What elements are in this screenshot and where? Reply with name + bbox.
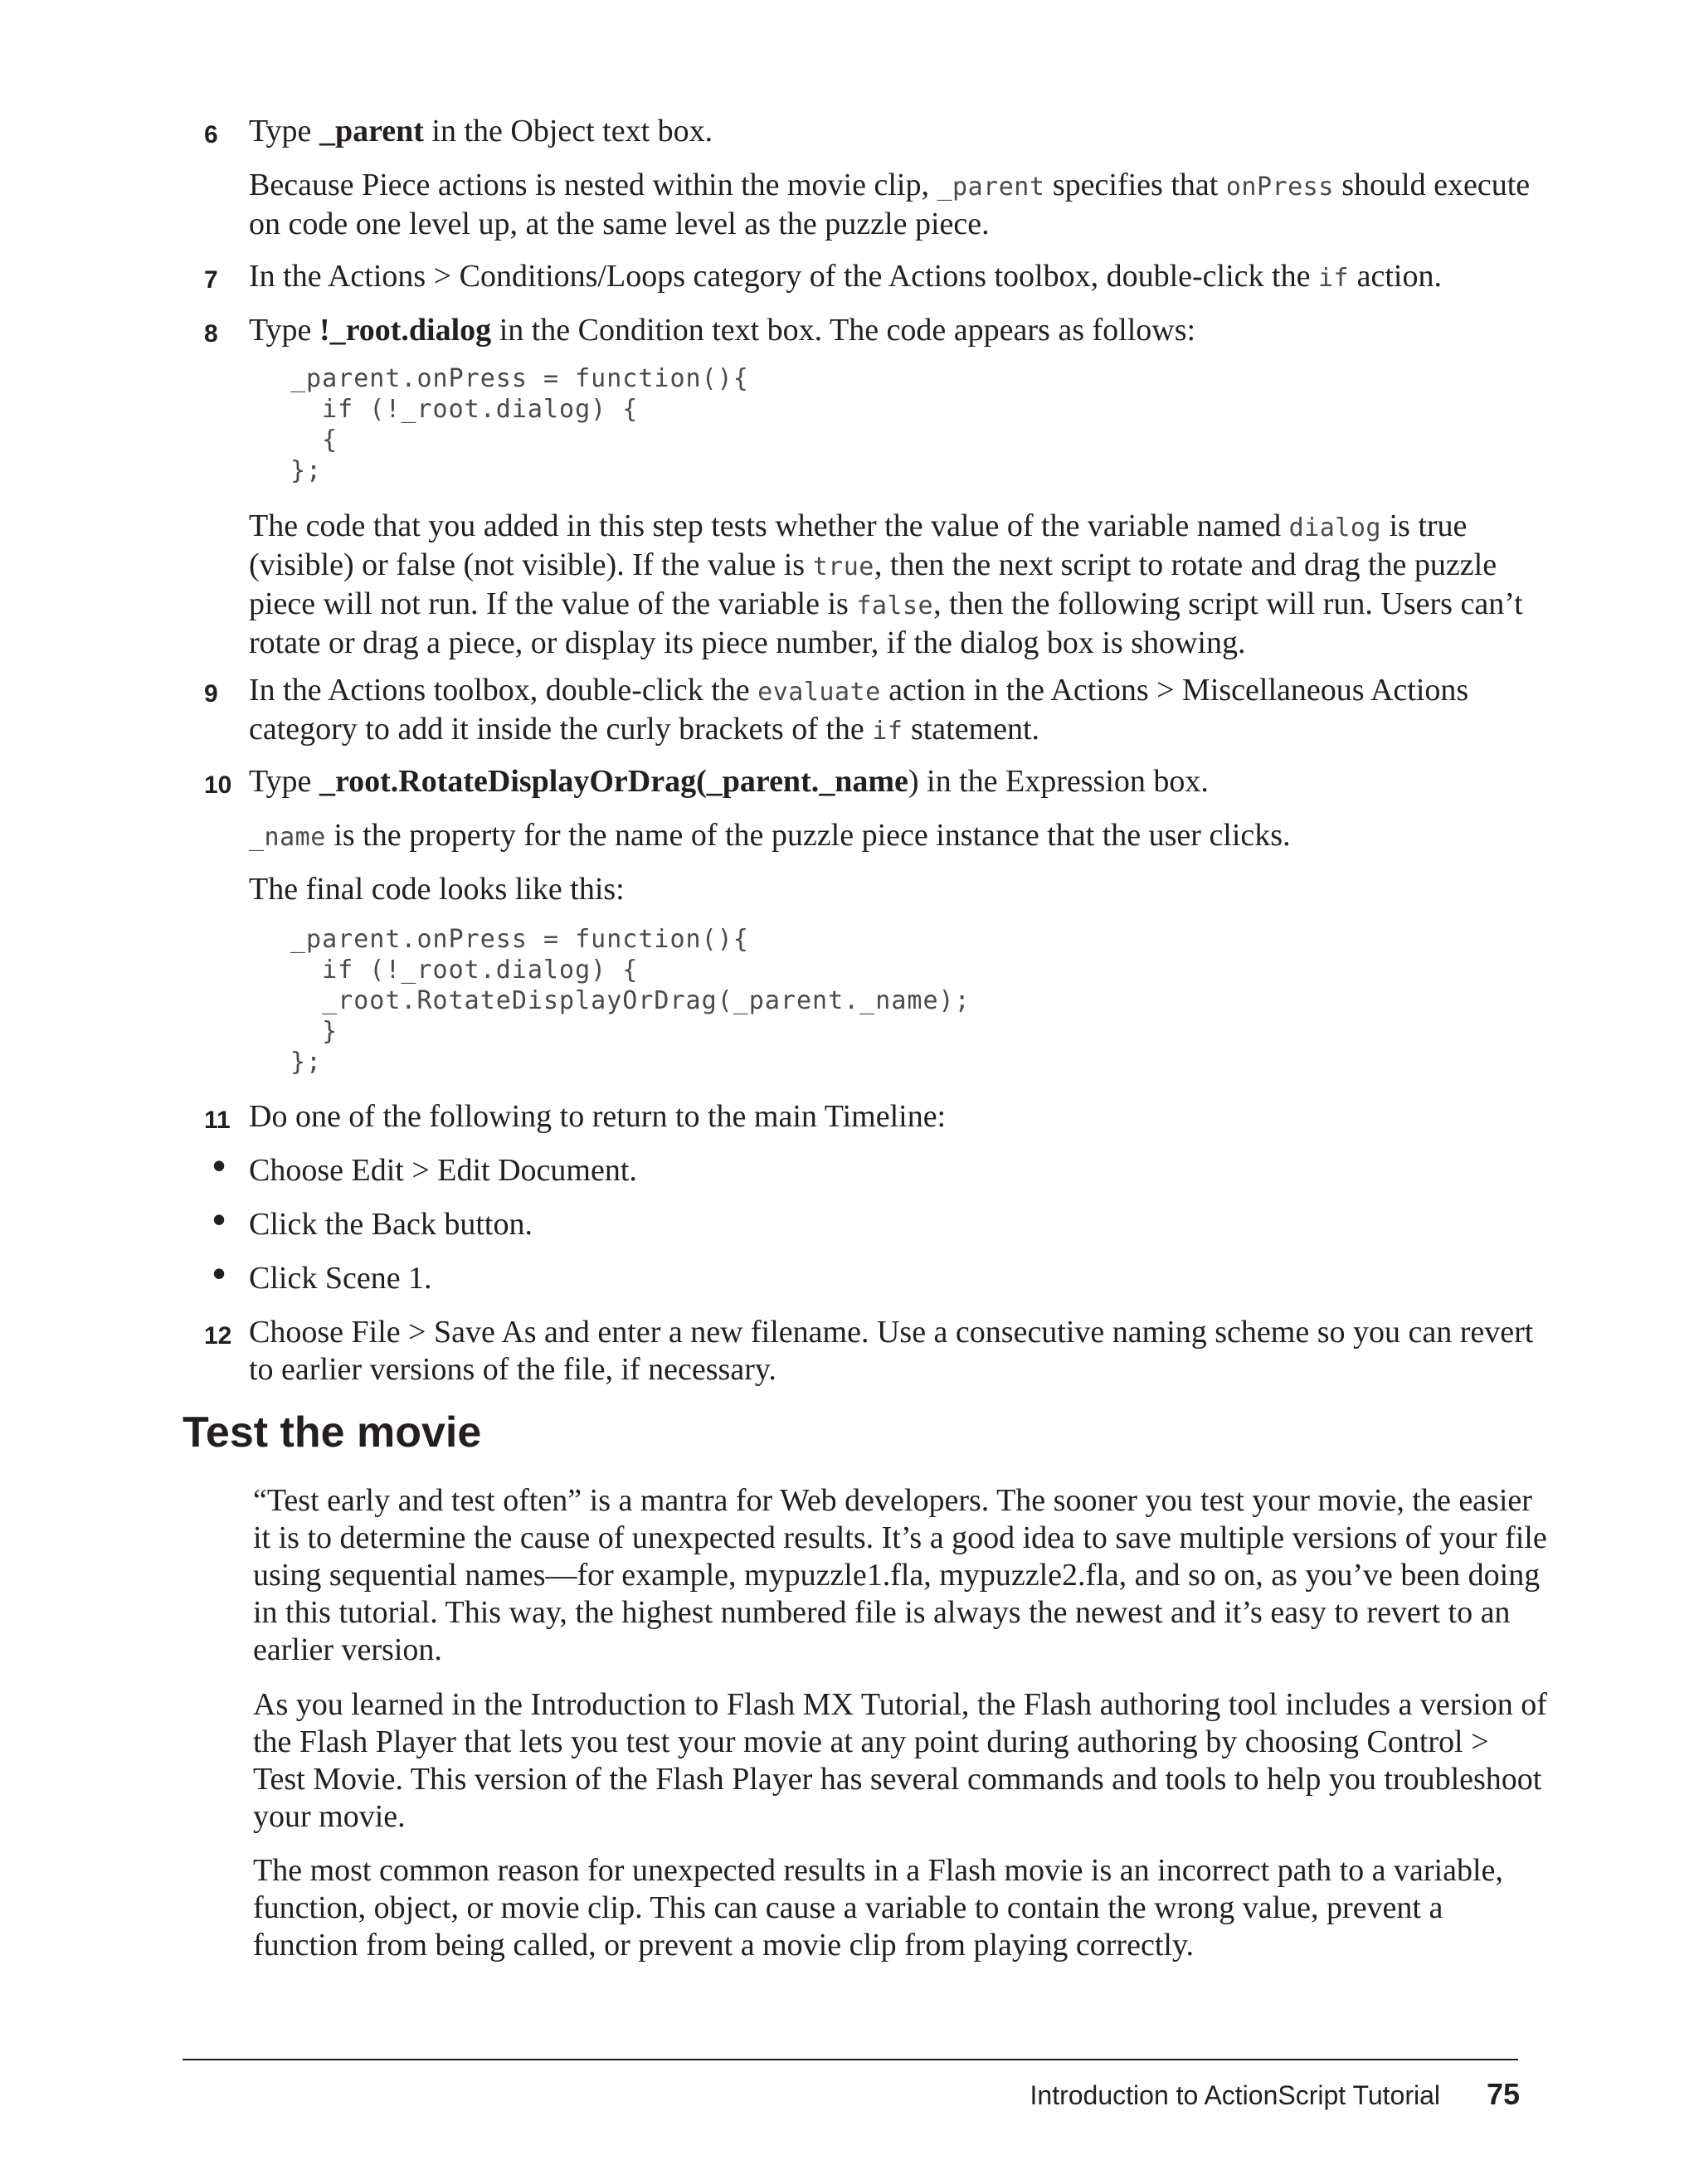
step-number: 8 xyxy=(204,320,218,348)
expl-text: The code that you added in this step tests whether the value of the variable named xyxy=(249,508,1289,543)
expl-text: should execute on code one level up, at the same level as the puzzle piece. xyxy=(249,168,1531,241)
step-number: 11 xyxy=(204,1107,231,1134)
bullet-text: Click Scene 1. xyxy=(249,1261,432,1296)
inline-code: false xyxy=(856,591,934,620)
step-text-end: action. xyxy=(1349,259,1442,294)
step-9 xyxy=(204,672,1543,750)
bullet-icon: • xyxy=(212,1252,226,1295)
step-bold: _root.RotateDisplayOrDrag(_parent._name xyxy=(319,764,908,799)
paragraph-1: “Test early and test often” is a mantra for Web developers. The sooner you test your movie, the easier it is to determine the cause of unexpected results. It’s a good idea to save multiple versions of your file using sequential names—for example, mypuzzle1.fla, mypuzzle2.fla, and so on, as you’ve been doing in this tutorial. This way, the highest numbered file is always the newest and it’s easy to revert to an earlier version. xyxy=(253,1483,1547,1667)
section-heading: Test the movie xyxy=(183,1408,482,1457)
bullet-item xyxy=(212,1198,1543,1243)
expl-text: specifies that xyxy=(1044,168,1226,202)
step-8 xyxy=(204,312,1543,349)
inline-code: _parent xyxy=(937,173,1045,202)
inline-code: if xyxy=(1317,264,1350,293)
step-text: action in the Actions > Miscellaneous Actions category to add it inside the curly brackets of the xyxy=(249,673,1469,747)
inline-code: dialog xyxy=(1288,513,1381,542)
footer-title: Introduction to ActionScript Tutorial xyxy=(1030,2080,1440,2110)
footer-rule xyxy=(183,2059,1518,2060)
code-block-2: _parent.onPress = function(){ if (!_root.dialog) { _root.RotateDisplayOrDrag(_parent._name); } }; xyxy=(290,925,971,1077)
bullet-item xyxy=(212,1144,1543,1189)
step-6-explanation xyxy=(249,167,1543,243)
step-10 xyxy=(204,763,1543,800)
bullet-text: Choose Edit > Edit Document. xyxy=(249,1153,637,1188)
step-text: In the Actions > Conditions/Loops category of the Actions toolbox, double-click the xyxy=(249,259,1318,294)
step-number: 7 xyxy=(204,266,218,294)
expl-text: is true (visible) or false (not visible). If the value is xyxy=(249,508,1468,582)
step-text: Type xyxy=(249,764,319,799)
step-text: In the Actions toolbox, double-click the xyxy=(249,673,758,708)
expl-text: is the property for the name of the puzzle piece instance that the user clicks. xyxy=(325,818,1291,853)
expl-text: , then the following script will run. Users can’t rotate or drag a piece, or display its piece number, if the dialog box is showing. xyxy=(249,586,1523,660)
expl-text: Because Piece actions is nested within the movie clip, xyxy=(249,168,937,202)
step-number: 6 xyxy=(204,121,218,148)
step-text-end: in the Object text box. xyxy=(423,114,713,148)
step-11 xyxy=(204,1098,1543,1136)
paragraph-2: As you learned in the Introduction to Flash MX Tutorial, the Flash authoring tool includes a version of the Flash Player that lets you test your movie at any point during authoring by choosing Control > Test Movie. This version of the Flash Player has several commands and tools to help you troubleshoot your movie. xyxy=(253,1687,1547,1834)
step-7 xyxy=(204,258,1543,297)
inline-code: _name xyxy=(249,823,326,852)
step-number: 12 xyxy=(204,1322,232,1350)
step-text: Type xyxy=(249,313,319,348)
step-text-end: ) in the Expression box. xyxy=(908,764,1209,799)
step-number: 10 xyxy=(204,771,232,799)
inline-code: if xyxy=(872,717,903,746)
step-10-name-note xyxy=(249,817,1543,856)
step-text-end: statement. xyxy=(903,712,1040,747)
expl-text: The final code looks like this: xyxy=(249,872,625,907)
inline-code: true xyxy=(812,552,874,581)
step-12 xyxy=(204,1314,1543,1389)
step-8-explanation xyxy=(249,508,1543,662)
step-text-end: in the Condition text box. The code appears as follows: xyxy=(491,313,1196,348)
code-block-1: _parent.onPress = function(){ if (!_root.dialog) { { }; xyxy=(290,364,749,485)
step-text: Type xyxy=(249,114,319,148)
bullet-text: Click the Back button. xyxy=(249,1207,533,1242)
step-6 xyxy=(204,113,1543,150)
expl-text: , then the next script to rotate and drag the puzzle piece will not run. If the value of the variable is xyxy=(249,547,1497,621)
paragraph-3: The most common reason for unexpected results in a Flash movie is an incorrect path to a variable, function, object, or movie clip. This can cause a variable to contain the wrong value, prevent a function from being called, or prevent a movie clip from playing correctly. xyxy=(253,1853,1503,1963)
inline-code: evaluate xyxy=(757,678,881,707)
step-text: Choose File > Save As and enter a new filename. Use a consecutive naming scheme so you can revert to earlier versions of the file, if necessary. xyxy=(249,1315,1534,1387)
step-bold: !_root.dialog xyxy=(319,313,492,348)
inline-code: onPress xyxy=(1225,173,1334,202)
step-number: 9 xyxy=(204,680,218,708)
bullet-icon: • xyxy=(212,1198,226,1241)
step-10-final-note xyxy=(249,871,1543,908)
bullet-item xyxy=(212,1252,1543,1297)
step-bold: _parent xyxy=(319,114,424,148)
step-text: Do one of the following to return to the main Timeline: xyxy=(249,1099,947,1134)
bullet-icon: • xyxy=(212,1144,226,1187)
page-number: 75 xyxy=(1486,2077,1520,2111)
